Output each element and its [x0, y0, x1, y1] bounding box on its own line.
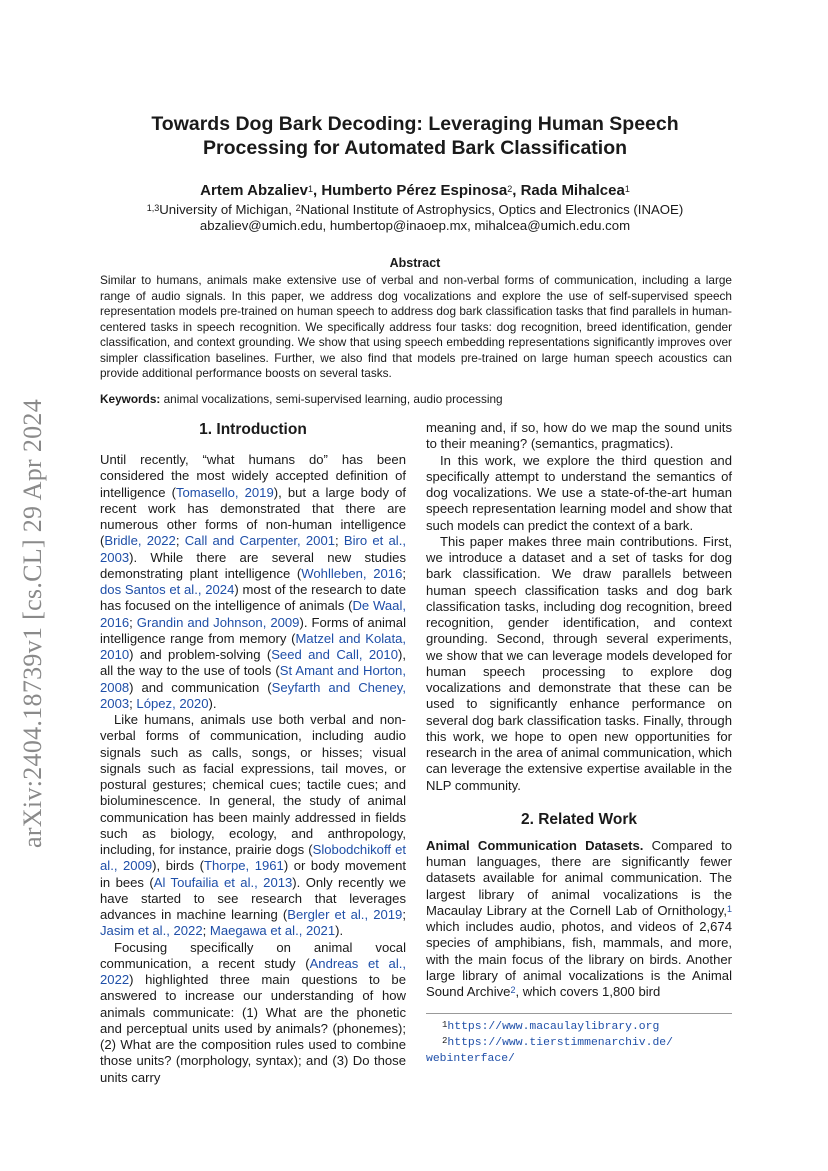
citation-link[interactable]: St Amant and Horton, 2008	[100, 663, 406, 695]
text-run: Focusing specifically on animal vocal communication, a recent study (	[100, 939, 406, 971]
author-3-affil: 1	[624, 184, 630, 194]
footnote-ref-1[interactable]: 1	[726, 903, 732, 914]
affil-2-mark: 2	[295, 203, 301, 213]
footnote-2	[426, 1035, 732, 1051]
citation-link[interactable]: De Waal, 2016	[100, 598, 407, 630]
citation-link[interactable]: Bridle, 2022	[104, 533, 176, 549]
footnotes	[426, 1013, 732, 1067]
intro-paragraph-5: In this work, we explore the third question and specifically attempt to understand the semantics of dog vocalizations. We use a state-of-the-art human speech representation learning model and show that such models can predict the context of a bark.	[426, 452, 732, 533]
citation-link[interactable]: Bergler et al., 2019	[287, 907, 403, 922]
footnote-1	[426, 1019, 732, 1035]
text-run: which includes audio, photos, and videos of 2,674 species of amphibians, fish, mammals, and more, with the main focus of the library on birds. Another large library of animal vocalizations is the Animal Sound Archive	[426, 919, 732, 999]
affiliations	[100, 202, 730, 218]
text-run: ;	[175, 533, 185, 549]
citation-link[interactable]: Grandin and Johnson, 2009	[136, 614, 300, 630]
author-3: Rada Mihalcea	[520, 182, 625, 199]
text-run: ;	[129, 695, 137, 711]
author-1-affil: 1	[307, 184, 313, 194]
text-run: ;	[202, 923, 210, 939]
intro-paragraph-6: This paper makes three main contributions. First, we introduce a dataset and a set of tasks for dog bark classification. We draw parallels between human speech classification tasks and dog bark classification tasks, including dog recognition, breed recognition, gender identification, and context grounding. Second, through several experiments, we show that we can leverage models developed for human speech processing to explore dog vocalizations and demonstrate that these can be used to significantly enhance performance on several dog bark classification tasks. Finally, through this work, we hope to open new opportunities for research in the area of animal communication, which can leverage the extensive expertise available in the NLP community.	[426, 533, 732, 793]
citation-link[interactable]: Andreas et al., 2022	[100, 955, 407, 987]
citation-link[interactable]: Matzel and Kolata, 2010	[100, 630, 407, 662]
section-heading-related-work: 2. Related Work	[520, 810, 637, 828]
text-run: ). While there are several new studies demonstrating plant intelligence (	[100, 549, 406, 581]
citation-link[interactable]: Tomasello, 2019	[175, 484, 274, 500]
affil-2: National Institute of Astrophysics, Optics and Electronics (INAOE)	[300, 202, 684, 217]
keywords-label: Keywords:	[100, 392, 161, 406]
right-column	[426, 420, 732, 1000]
text-run: ).	[335, 923, 344, 939]
footnote-number: 2	[442, 1036, 448, 1046]
citation-link[interactable]: Seyfarth and Cheney, 2003	[100, 679, 406, 711]
footnote-number: 1	[442, 1020, 448, 1030]
abstract-heading: Abstract	[389, 256, 441, 270]
footnote-url-continued[interactable]: webinterface/	[426, 1053, 515, 1065]
related-paragraph-1	[426, 838, 732, 1001]
text-run: ;	[335, 533, 344, 549]
left-column	[100, 420, 406, 1086]
footnote-url[interactable]: https://www.tierstimmenarchiv.de/	[447, 1037, 673, 1049]
intro-paragraph-3	[100, 940, 406, 1086]
keywords	[100, 392, 732, 407]
intro-paragraph-2	[100, 712, 406, 940]
text-run: Compared to human languages, there are significantly fewer datasets available for animal communication. The largest library of animal vocalizations is the Macaulay Library at the Cornell Lab of Ornithology,	[426, 837, 732, 918]
author-2: Humberto Pérez Espinosa	[321, 182, 508, 199]
intro-paragraph-4: meaning and, if so, how do we map the sound units to their meaning? (semantics, pragmatics).	[426, 420, 732, 452]
text-run: ). Forms of animal intelligence range from memory (	[100, 614, 407, 646]
citation-link[interactable]: Seed and Call, 2010	[271, 647, 398, 662]
text-run: ) highlighted three main questions to be answered to increase our understanding of how animals communicate: (1) What are the phonetic and perceptual units used by animals? (phonemes); (2) What are the composition rules used to combine those units? (morphology, syntax); and (3) Do those units carry	[100, 972, 406, 1085]
intro-paragraph-1	[100, 452, 406, 712]
text-run: ) and problem-solving (	[129, 647, 272, 662]
text-run: ). Only recently we have started to see research that leverages advances in machine learning (	[100, 874, 406, 922]
paper-title	[100, 112, 730, 160]
text-run: , which covers 1,800 bird	[515, 984, 661, 999]
text-run: ), but a large body of recent work has demonstrated that there are numerous other forms of non-human intelligence (	[100, 484, 407, 549]
text-run: ) or body movement in bees (	[100, 858, 407, 890]
text-run: ) most of the research to date has focused on the intelligence of animals (	[100, 582, 406, 614]
keywords-text: animal vocalizations, semi-supervised learning, audio processing	[160, 392, 503, 406]
footnote-ref-2[interactable]: 2	[510, 985, 516, 995]
text-run: Until recently, “what humans do” has been considered the most widely accepted definition of intelligence (	[100, 452, 406, 500]
text-run: ), birds (	[152, 858, 205, 874]
citation-link[interactable]: López, 2020	[136, 695, 209, 711]
title-line-1: Towards Dog Bark Decoding: Leveraging Human Speech	[151, 113, 679, 135]
citation-link[interactable]: Jasim et al., 2022	[100, 923, 203, 939]
footnote-url[interactable]: https://www.macaulaylibrary.org	[447, 1021, 660, 1033]
citation-link[interactable]: Wohlleben, 2016	[301, 565, 403, 581]
affil-1: University of Michigan,	[159, 202, 296, 217]
citation-link[interactable]: Call and Carpenter, 2001	[184, 533, 336, 549]
text-run: ;	[402, 907, 406, 922]
citation-link[interactable]: Thorpe, 1961	[204, 858, 284, 874]
text-run: Like humans, animals use both verbal and non-verbal forms of communication, including audio signals such as calls, songs, or hisses; visual signals such as facial expressions, tail moves, or postural gestures; chemical cues; tactile cues; and bioluminescence. In general, the study of animal communication has been mainly addressed in fields such as biology, ecology, and anthropology, including, for instance, prairie dogs (	[100, 712, 406, 857]
citation-link[interactable]: Slobodchikoff et al., 2009	[100, 842, 406, 874]
section-heading-introduction: 1. Introduction	[199, 421, 307, 438]
author-1: Artem Abzaliev	[200, 182, 308, 199]
paragraph-lead: Animal Communication Datasets.	[426, 837, 644, 853]
text-run: ;	[129, 614, 137, 630]
text-run: ).	[208, 695, 217, 711]
citation-link[interactable]: Maegawa et al., 2021	[209, 923, 336, 939]
title-line-2: Processing for Automated Bark Classification	[202, 137, 628, 159]
author-emails: abzaliev@umich.edu, humbertop@inaoep.mx, mihalcea@umich.edu.com	[199, 218, 631, 233]
text-run: ) and communication (	[129, 679, 272, 695]
citation-link[interactable]: Biro et al., 2003	[100, 533, 406, 565]
author-2-affil: 2	[507, 184, 513, 194]
citation-link[interactable]: Al Toufailia et al., 2013	[153, 874, 293, 890]
text-run: ;	[402, 565, 406, 581]
text-run: ), all the way to the use of tools (	[100, 647, 406, 679]
citation-link[interactable]: dos Santos et al., 2024	[100, 582, 235, 597]
author-list: Artem Abzaliev$^1$, Humberto Pérez Espinosa$^2$, Rada Mihalcea$^1$	[200, 182, 630, 199]
abstract-text: Similar to humans, animals make extensive use of verbal and non-verbal forms of communication, including a large range of audio signals. In this paper, we address dog vocalizations and explore the use of self-supervised speech representation models pre-trained on human speech to address dog bark classification tasks that find parallels in human-centered tasks in speech recognition. We specifically address four tasks: dog recognition, breed identification, gender classification, and context grounding. We show that using speech embedding representations significantly improves over simpler classification baselines. Further, we also find that models pre-trained on large human speech acoustics can provide additional performance boosts on several tasks.	[100, 273, 732, 380]
footnote-2-continued	[426, 1051, 732, 1067]
arxiv-identifier: arXiv:2404.18739v1 [cs.CL] 29 Apr 2024	[18, 398, 47, 848]
affil-1-mark: 1,3	[146, 203, 160, 213]
